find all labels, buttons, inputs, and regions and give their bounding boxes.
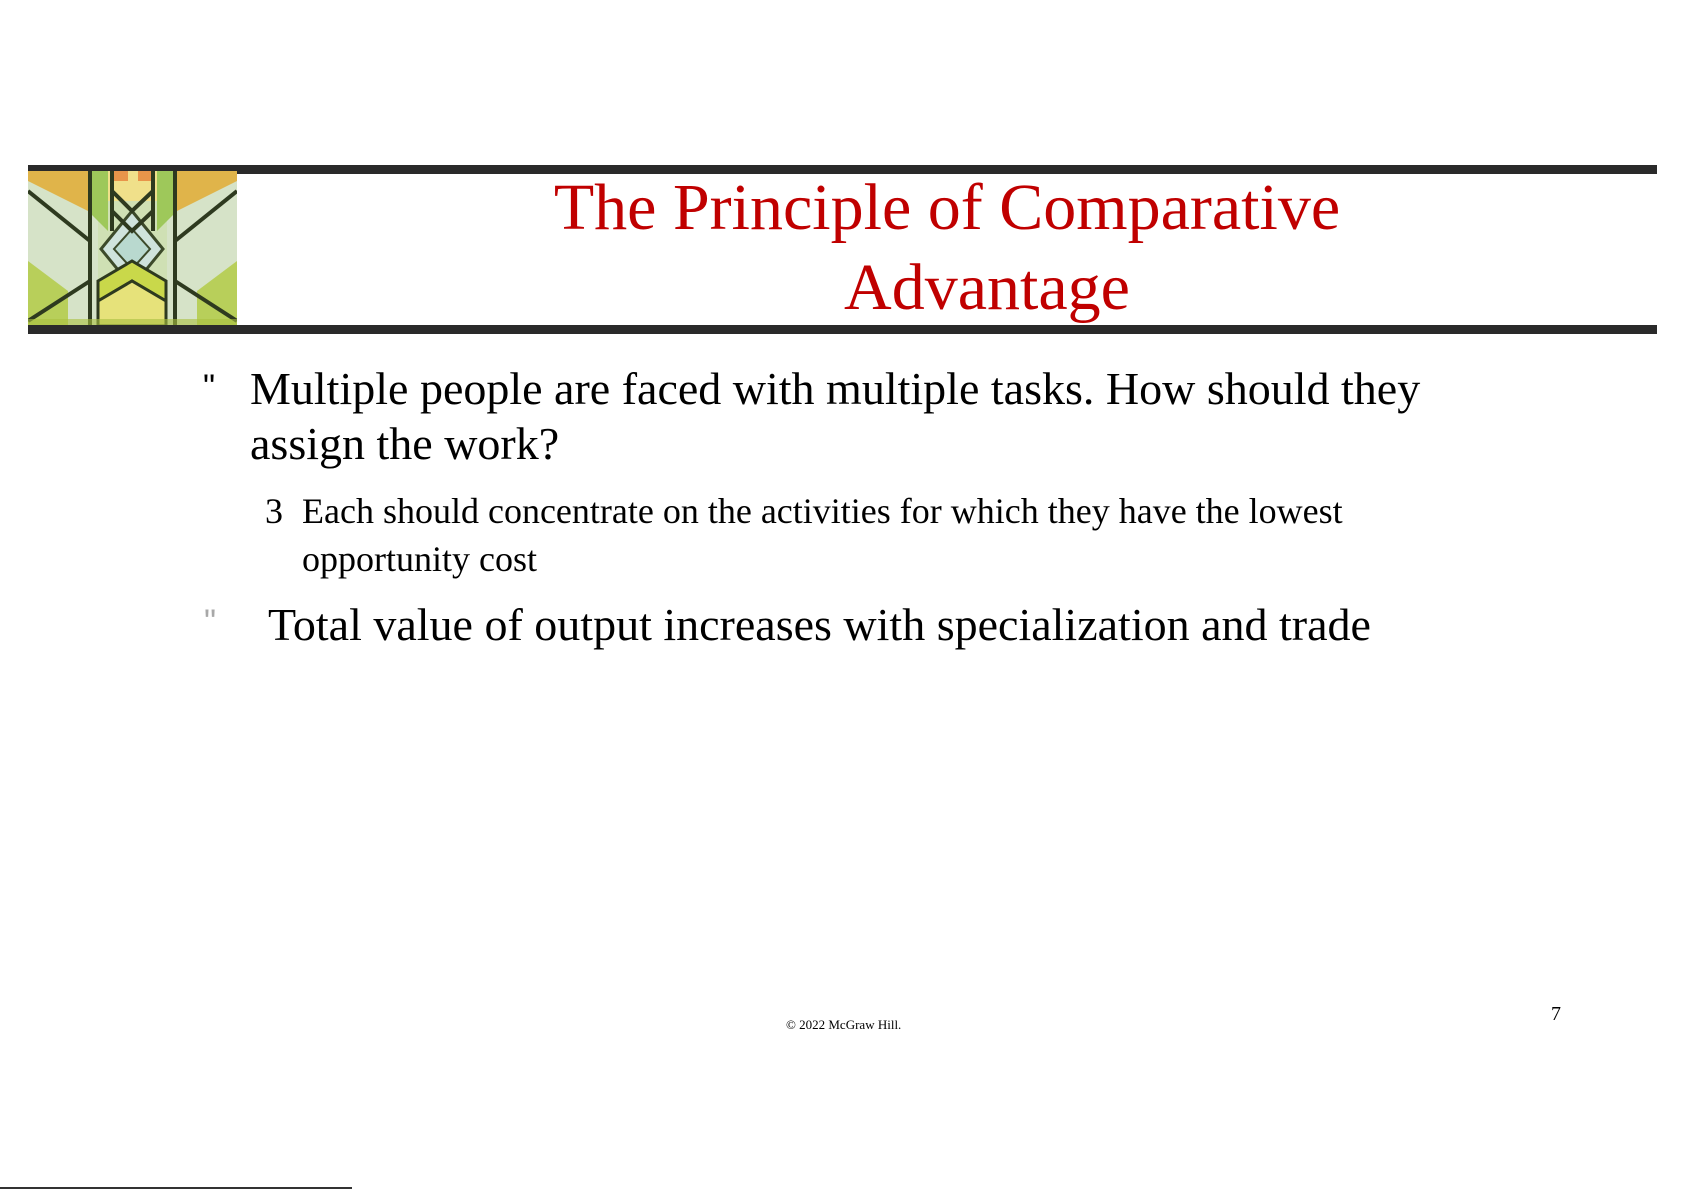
footer-divider [0, 1187, 352, 1189]
bullet-text: Total value of output increases with specialization and trade [268, 599, 1371, 650]
copyright-notice: © 2022 McGraw Hill. [786, 1017, 902, 1032]
header-bottom-rule [28, 325, 1657, 334]
bullet-text: Multiple people are faced with multiple tasks. How should they assign the work? [250, 363, 1421, 469]
sub-bullet-marker: 3 [265, 491, 283, 531]
page-number: 7 [1551, 1003, 1561, 1025]
sub-bullet-text: Each should concentrate on the activities for which they have the lowest opportunity cost [302, 491, 1343, 579]
slide-title-line2: Advantage [844, 251, 1130, 324]
slide-title-line1: The Principle of Comparative [553, 171, 1341, 244]
bullet-marker: " [203, 368, 216, 406]
slide-title [237, 168, 1657, 328]
stained-glass-image [28, 171, 237, 326]
bullet-marker: " [204, 603, 217, 641]
